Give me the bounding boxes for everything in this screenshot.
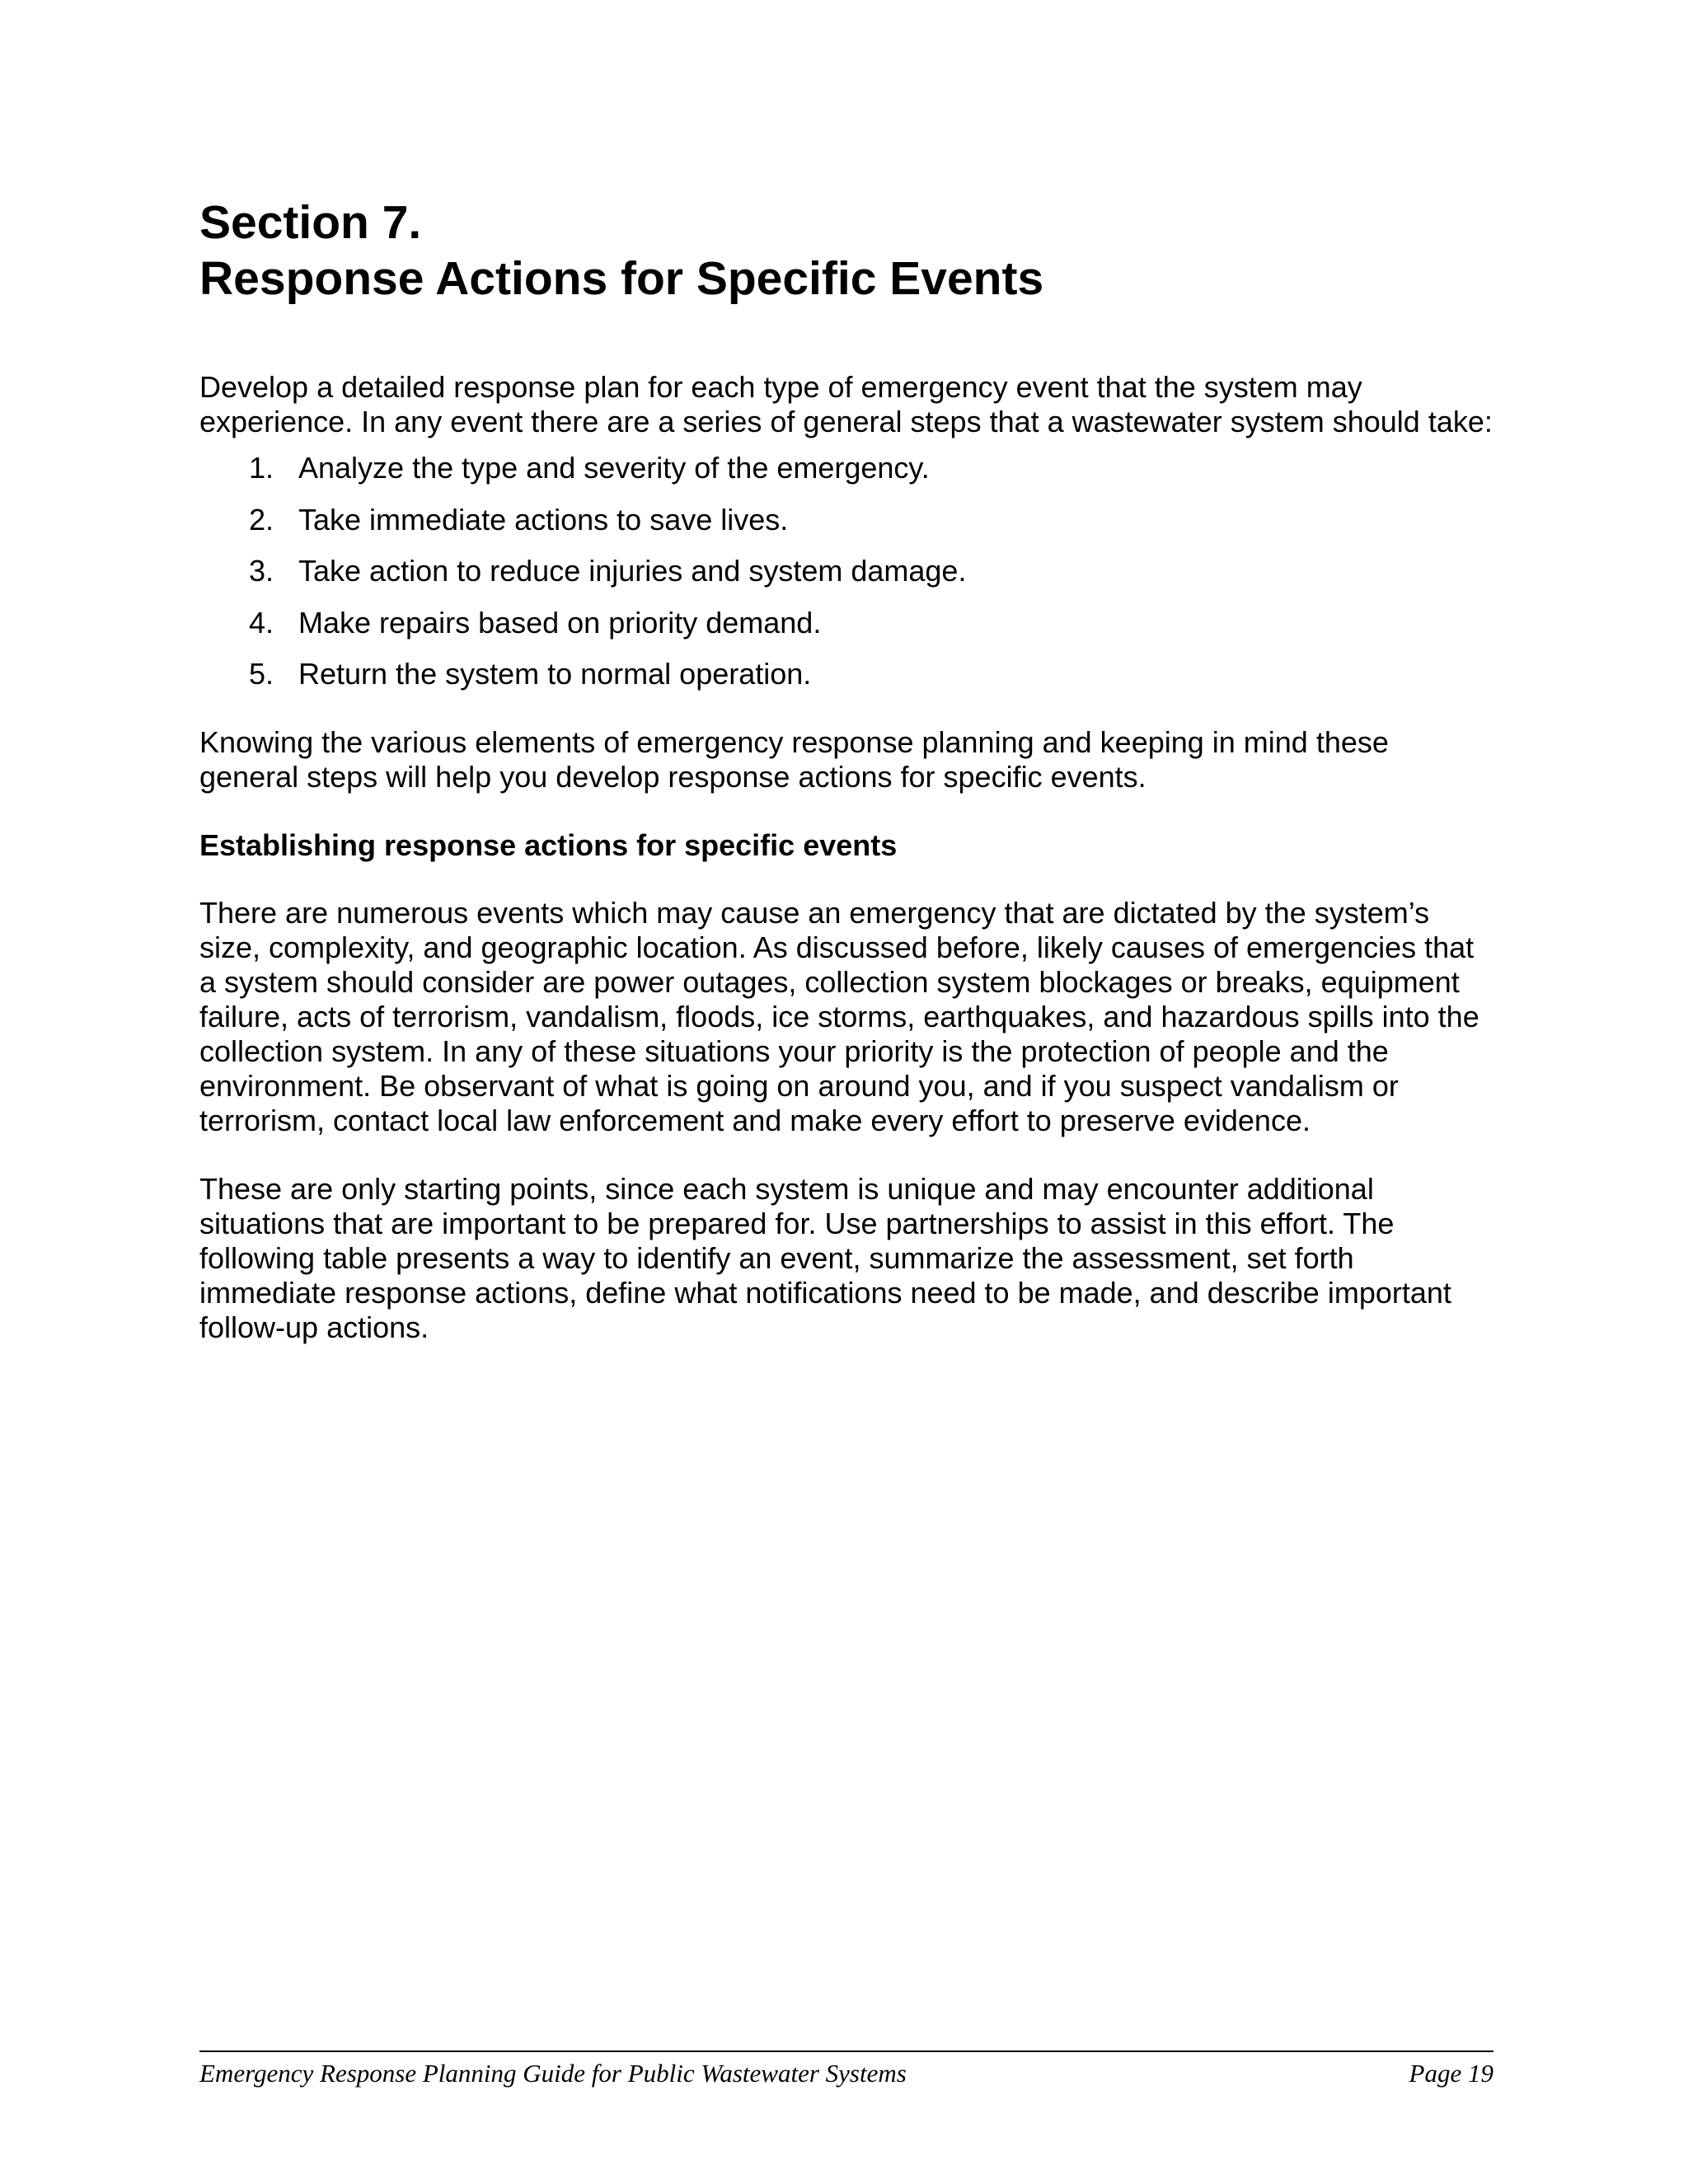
- general-steps-list: [199, 451, 1493, 691]
- list-item: [199, 606, 1493, 640]
- list-item-number: 4.: [249, 605, 274, 640]
- list-item-text: Analyze the type and severity of the emergency.: [298, 451, 930, 485]
- events-paragraph: There are numerous events which may cause an emergency that are dictated by the system’s size, complexity, and geographic location. As discussed before, likely causes of emergencies that a system should consider are power outages, collection system blockages or breaks, equipment failure, acts of terrorism, vandalism, floods, ice storms, earthquakes, and hazardous spills into the collection system. In any of these situations your priority is the protection of people and the environment. Be observant of what is going on around you, and if you suspect vandalism or terrorism, contact local law enforcement and make every effort to preserve evidence.: [199, 896, 1479, 1137]
- page-footer: [199, 2050, 1493, 2088]
- list-item-text: Take immediate actions to save lives.: [298, 502, 789, 537]
- list-item-number: 5.: [249, 657, 274, 691]
- footer-document-title: Emergency Response Planning Guide for Public Wastewater Systems: [199, 2059, 907, 2088]
- section-number: Section 7.: [199, 196, 422, 249]
- list-item-number: 3.: [249, 554, 274, 588]
- section-heading: [199, 194, 1493, 307]
- subheading: Establishing response actions for specific events: [199, 828, 898, 862]
- list-item-number: 2.: [249, 502, 274, 537]
- page-content: [199, 194, 1493, 1345]
- knowing-paragraph: Knowing the various elements of emergency response planning and keeping in mind these general steps will help you develop response actions for specific events.: [199, 725, 1389, 794]
- list-item-number: 1.: [249, 451, 274, 485]
- footer-page-number: Page 19: [1409, 2059, 1493, 2088]
- list-item: [199, 554, 1493, 588]
- list-item-text: Return the system to normal operation.: [298, 657, 812, 691]
- list-item: [199, 503, 1493, 537]
- list-item: [199, 451, 1493, 485]
- list-item: [199, 657, 1493, 691]
- starting-points-paragraph: These are only starting points, since each system is unique and may encounter additional situations that are important to be prepared for. Use partnerships to assist in this effort. The following table presents a way to identify an event, summarize the assessment, set forth immediate response actions, define what notifications need to be made, and describe important follow-up actions.: [199, 1172, 1451, 1344]
- list-item-text: Take action to reduce injuries and system damage.: [298, 554, 967, 588]
- intro-paragraph: Develop a detailed response plan for each type of emergency event that the system may experience. In any event there are a series of general steps that a wastewater system should take:: [199, 370, 1493, 438]
- list-item-text: Make repairs based on priority demand.: [298, 605, 822, 640]
- section-title: Response Actions for Specific Events: [199, 252, 1044, 305]
